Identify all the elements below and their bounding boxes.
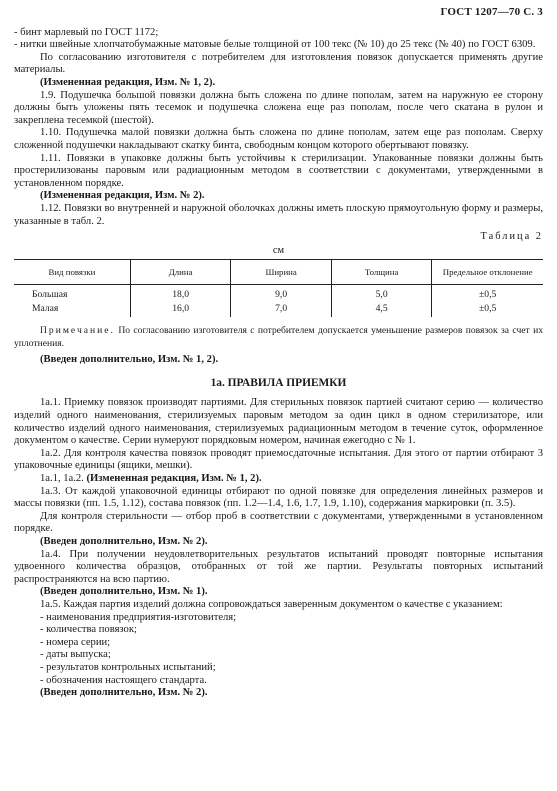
paragraph-1a-2: 1а.2. Для контроля качества повязок проводят приемосдаточные испытания. Для этого от партии отбирают 3 упаковочные единицы (ящики, мешки).: [14, 447, 543, 472]
column-header: Длина: [130, 260, 231, 285]
edition-note: (Введен дополнительно, Изм. № 1, 2).: [40, 354, 219, 366]
edition-note: (Введен дополнительно, Изм. № 2).: [40, 535, 208, 547]
note-text: По согласованию изготовителя с потребителем допускается уменьшение размеров повязок за счет их уплотнения.: [14, 325, 543, 349]
paragraph-1a-3: 1а.3. От каждой упаковочной единицы отбирают по одной повязке для определения линейных размеров и массы повязки (пп. 1.5, 1.12), состава повязок (пп. 1.2—1.4, 1.6, 1.7, 1.9, 1.10), содержания маркировки (п. 3.5).: [14, 485, 543, 510]
paragraph-1-10: 1.10. Подушечка малой повязки должна быть сложена по длине пополам, затем еще раз пополам. Сверху сложенной подушечки накладывают скатку бинта, свободным концом которого обертывают повязку.: [14, 127, 543, 151]
table-cell: 16,0: [130, 302, 231, 317]
list-item: - номера серии;: [40, 636, 111, 648]
paragraph: По согласованию изготовителя с потребителем для изготовления повязок допускается применять другие материалы.: [14, 51, 543, 76]
list-item: - наименования предприятия-изготовителя;: [40, 611, 237, 623]
table-cell: ±0,5: [432, 284, 543, 302]
list-item: - даты выпуска;: [40, 649, 111, 661]
paragraph-sterility: Для контроля стерильности — отбор проб в соответствии с документами, утвержденными в установленном порядке.: [14, 510, 543, 535]
table-note: [14, 325, 543, 350]
clause-numbers: 1а.1, 1а.2.: [40, 473, 84, 484]
document-requirements-list: [14, 612, 543, 688]
paragraph-1a-1-2: [14, 473, 543, 486]
table-cell: Большая: [32, 288, 68, 300]
material-item: - бинт марлевый по ГОСТ 1172;: [14, 26, 159, 38]
table-cell: ±0,5: [432, 302, 543, 317]
dimensions-table: [14, 259, 543, 317]
table-cell: 9,0: [231, 284, 332, 302]
list-item: - обозначения настоящего стандарта.: [40, 674, 207, 686]
list-item: - количества повязок;: [40, 624, 137, 636]
material-item: - нитки швейные хлопчатобумажные матовые белые толщиной от 100 текс (№ 10) до 25 текс (№ 40) по ГОСТ 6309.: [14, 39, 536, 51]
section-title: 1а. ПРАВИЛА ПРИЕМКИ: [210, 376, 347, 389]
column-header: Толщина: [331, 260, 432, 285]
table-cell: Малая: [32, 303, 59, 315]
edition-note: (Введен дополнительно, Изм. № 1).: [40, 586, 208, 598]
edition-note: (Измененная редакция, Изм. № 1, 2).: [83, 473, 262, 484]
paragraph-1-9: 1.9. Подушечка большой повязки должна быть сложена по длине пополам, затем на наружную ее сторону должны быть уложены пять тесемок и подушечка сложена еще раз пополам, после чего скатана в рулон и закреплена тесемкой (шестой).: [14, 89, 543, 126]
table-header-row: [14, 260, 543, 285]
note-label: Примечание.: [40, 325, 115, 337]
paragraph-1a-4: 1а.4. При получении неудовлетворительных результатов испытаний проводят повторные испытания удвоенного количества образцов, отобранных от той же партии. Результаты повторных испытаний распространяются на всю партию.: [14, 548, 543, 585]
table-unit: см: [272, 244, 285, 256]
table-cell: 5,0: [331, 284, 432, 302]
list-item: - результатов контрольных испытаний;: [40, 661, 216, 673]
edition-note: (Введен дополнительно, Изм. № 2).: [40, 687, 208, 699]
table-row: [14, 302, 543, 317]
table-cell: 7,0: [231, 302, 332, 317]
edition-note: (Измененная редакция, Изм. № 1, 2).: [40, 76, 216, 88]
table-cell: 4,5: [331, 302, 432, 317]
edition-note: (Измененная редакция, Изм. № 2).: [40, 190, 205, 202]
column-header: Предельное отклонение: [432, 260, 543, 285]
column-header: Ширина: [231, 260, 332, 285]
column-header: Вид повязки: [14, 260, 130, 285]
page-header: ГОСТ 1207—70 С. 3: [440, 6, 543, 18]
paragraph-1-11: 1.11. Повязки в упаковке должны быть устойчивы к стерилизации. Упакованные повязки должны быть простерилизованы паровым или радиационным методом в соответствии с документами, утвержденными в установленном порядке.: [14, 152, 543, 189]
paragraph-1a-1: 1а.1. Приемку повязок производят партиями. Для стерильных повязок партией считают серию — количество изделий одного наименования, стерилизуемых паровым методом за один цикл в одном стерилизаторе, или количество изделий одного наименования, стерилизуемых радиационным методом в течение суток, оформленное документом о качестве. Серии нумеруют порядковым номером, начиная ежегодно с № 1.: [14, 397, 543, 447]
paragraph-1a-5: 1а.5. Каждая партия изделий должна сопровождаться заверенным документом о качестве с указанием:: [40, 598, 503, 610]
paragraph-1-12: 1.12. Повязки во внутренней и наружной оболочках должны иметь плоскую прямоугольную форму и размеры, указанные в табл. 2.: [14, 202, 543, 227]
table-row: [14, 284, 543, 302]
table-cell: 18,0: [130, 284, 231, 302]
table-caption: Таблица 2: [480, 231, 543, 243]
